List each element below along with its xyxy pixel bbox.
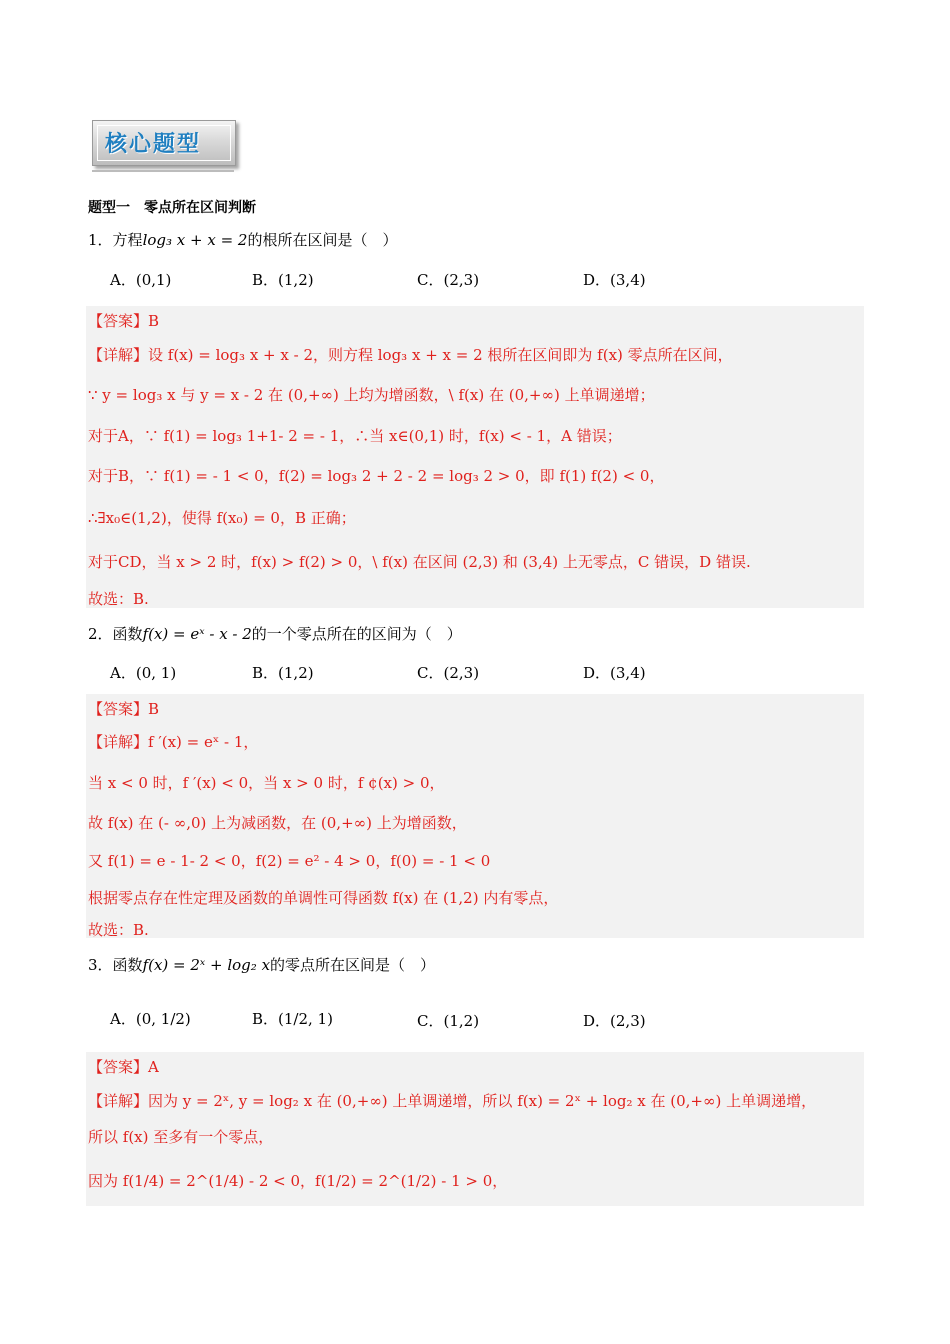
solution-line: 对于B，∵ f(1) = - 1 < 0，f(2) = log₃ 2 + 2 - 2 = log₃ 2 > 0，即 f(1) f(2) < 0， <box>88 467 665 485</box>
q3-answer-block <box>86 1052 864 1206</box>
q1-option-d[interactable]: D．(3,4) <box>583 271 646 289</box>
solution-line: ∵ y = log₃ x 与 y = x - 2 在 (0,+∞) 上均为增函数，\ f(x) 在 (0,+∞) 上单调递增； <box>88 386 655 404</box>
section-title: 题型一 零点所在区间判断 <box>88 200 256 216</box>
q2-answer-block <box>86 694 864 938</box>
q1-option-a[interactable]: A．(0,1) <box>110 271 172 289</box>
solution-line: 故选：B. <box>88 590 149 608</box>
q2-option-d[interactable]: D．(3,4) <box>583 664 646 682</box>
question-1 <box>88 229 397 250</box>
question-suffix: 的零点所在区间是（ ） <box>270 956 436 974</box>
solution-line: 对于A，∵ f(1) = log₃ 1+1- 2 = - 1，∴当 x∈(0,1) 时，f(x) < - 1，A 错误； <box>88 427 622 445</box>
q1-answer-block <box>86 306 864 608</box>
q2-option-a[interactable]: A．(0, 1) <box>110 664 177 682</box>
question-equation: f(x) = eˣ - x - 2 <box>142 625 252 643</box>
solution-line: 根据零点存在性定理及函数的单调性可得函数 f(x) 在 (1,2) 内有零点， <box>88 889 559 907</box>
solution-line: 所以 f(x) 至多有一个零点， <box>88 1128 274 1146</box>
answer-tag: 【答案】B <box>88 700 160 718</box>
solution-line: 故选：B. <box>88 921 149 939</box>
q2-option-c[interactable]: C．(2,3) <box>417 664 480 682</box>
solution-line: 又 f(1) = e - 1- 2 < 0，f(2) = e² - 4 > 0，f(0) = - 1 < 0 <box>88 852 491 870</box>
solution-line: 因为 f(1/4) = 2^(1/4) - 2 < 0，f(1/2) = 2^(1/2) - 1 > 0， <box>88 1172 508 1190</box>
section-header-badge <box>92 120 236 166</box>
question-equation: log₃ x + x = 2 <box>142 231 248 249</box>
question-3 <box>88 954 435 975</box>
question-number: 1． <box>88 231 113 249</box>
question-number: 3． <box>88 956 113 974</box>
solution-line: 故 f(x) 在 (- ∞,0) 上为减函数，在 (0,+∞) 上为增函数， <box>88 814 467 832</box>
question-prefix: 方程 <box>112 231 143 249</box>
question-suffix: 的根所在区间是（ ） <box>247 231 398 249</box>
header-divider <box>92 170 234 172</box>
solution-line: 【详解】设 f(x) = log₃ x + x - 2，则方程 log₃ x + x = 2 根所在区间即为 f(x) 零点所在区间， <box>88 346 733 364</box>
solution-line: 对于CD，当 x > 2 时，f(x) > f(2) > 0，\ f(x) 在区间 (2,3) 和 (3,4) 上无零点，C 错误，D 错误. <box>88 553 751 571</box>
solution-line: ∴∃x₀∈(1,2)，使得 f(x₀) = 0，B 正确； <box>88 509 356 527</box>
answer-tag: 【答案】B <box>88 312 160 330</box>
solution-line: 【详解】f ′(x) = eˣ - 1， <box>88 733 259 751</box>
solution-line: 【详解】因为 y = 2ˣ, y = log₂ x 在 (0,+∞) 上单调递增，所以 f(x) = 2ˣ + log₂ x 在 (0,+∞) 上单调递增， <box>88 1092 817 1110</box>
q2-option-b[interactable]: B．(1,2) <box>252 664 314 682</box>
q3-option-d[interactable]: D．(2,3) <box>583 1012 646 1030</box>
q3-option-c[interactable]: C．(1,2) <box>417 1012 480 1030</box>
question-prefix: 函数 <box>112 956 143 974</box>
question-2 <box>88 623 462 644</box>
q1-option-b[interactable]: B．(1,2) <box>252 271 314 289</box>
question-prefix: 函数 <box>112 625 143 643</box>
question-suffix: 的一个零点所在的区间为（ ） <box>251 625 462 643</box>
question-equation: f(x) = 2ˣ + log₂ x <box>142 956 271 974</box>
q3-option-a[interactable]: A．(0, 1/2) <box>110 1010 191 1028</box>
solution-line: 当 x < 0 时，f ′(x) < 0，当 x > 0 时，f ¢(x) > 0， <box>88 774 445 792</box>
question-number: 2． <box>88 625 113 643</box>
q1-option-c[interactable]: C．(2,3) <box>417 271 480 289</box>
q3-option-b[interactable]: B．(1/2, 1) <box>252 1010 333 1028</box>
answer-tag: 【答案】A <box>88 1058 159 1076</box>
badge-title: 核心题型 <box>105 131 202 157</box>
